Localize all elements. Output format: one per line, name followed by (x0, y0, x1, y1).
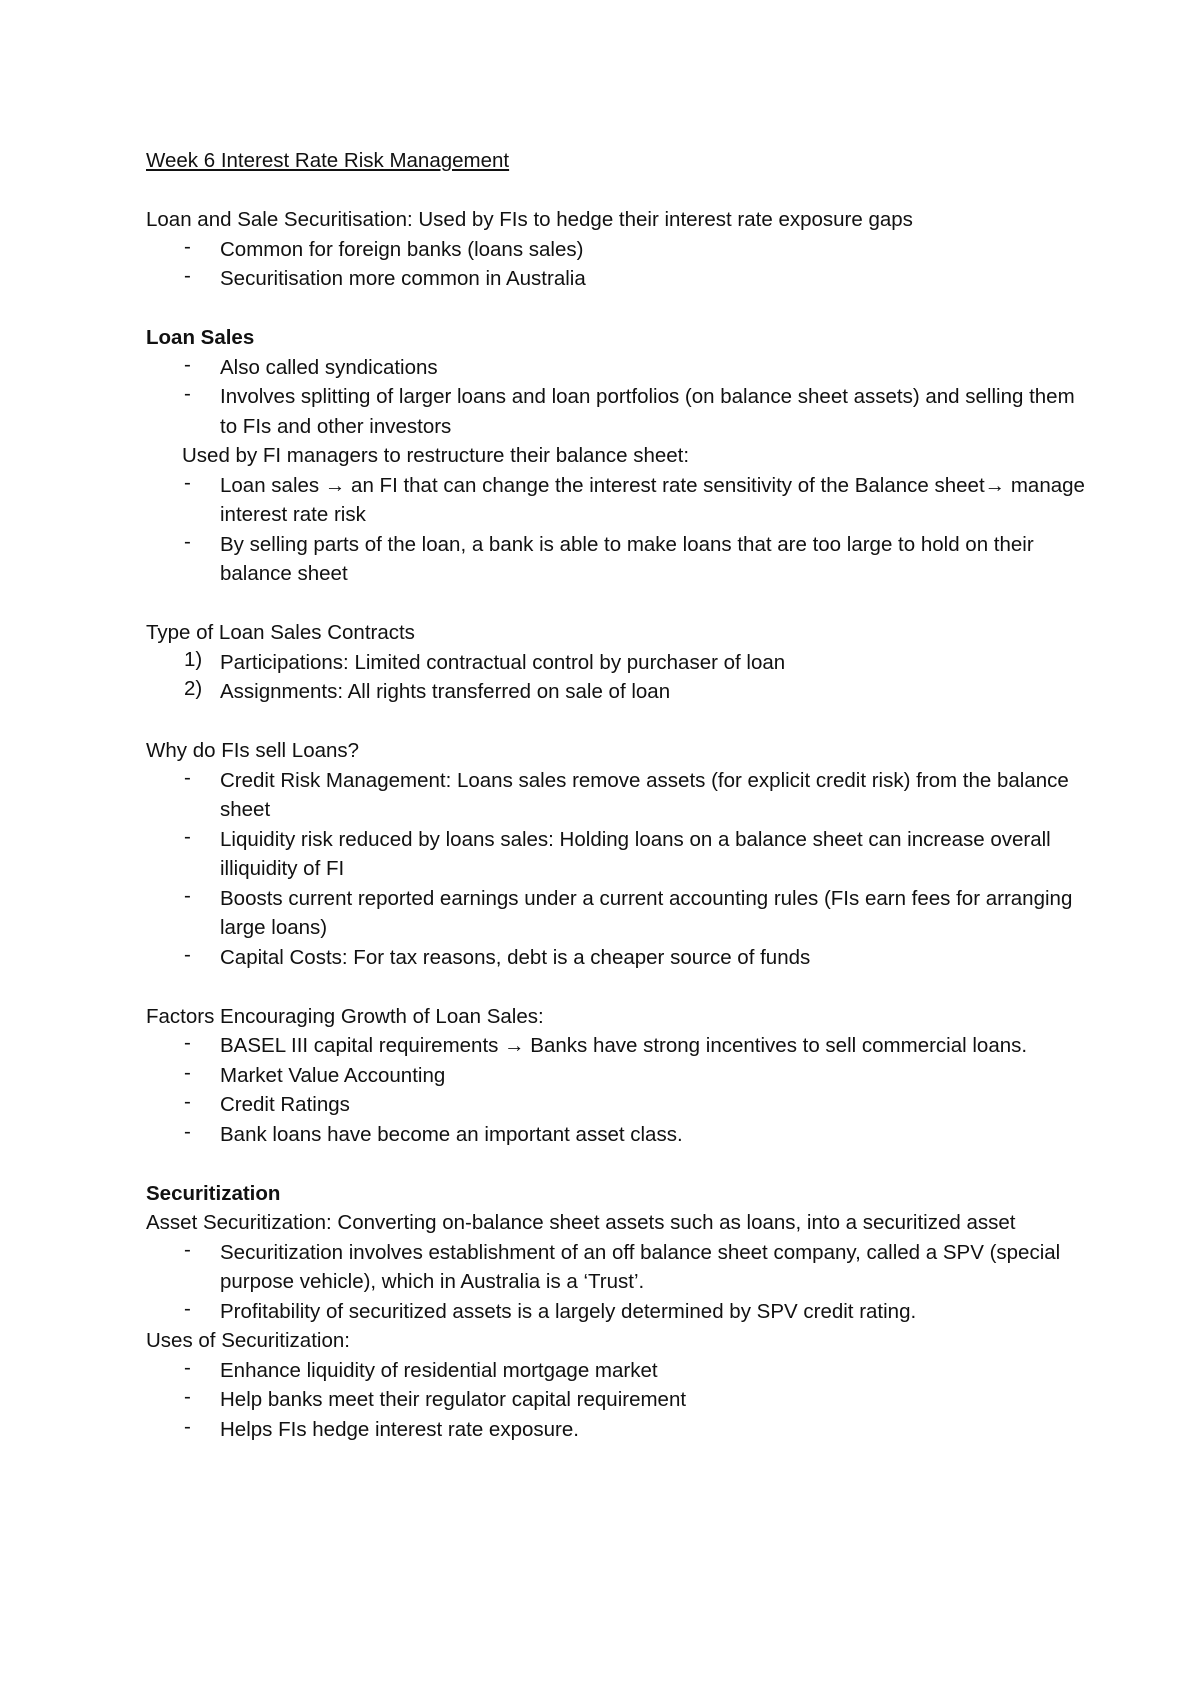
list-item-text: Securitization involves establishment of an off balance sheet company, called a SPV (special purpose vehicle), which in Australia is a ‘Trust’. (220, 1240, 1061, 1293)
bullet-marker: - (184, 1031, 191, 1054)
list-item-text: Liquidity risk reduced by loans sales: Holding loans on a balance sheet can increase overall illiquidity of FI (220, 827, 1051, 880)
spacer (146, 972, 1086, 1002)
list-item-text: Profitability of securitized assets is a largely determined by SPV credit rating. (220, 1299, 917, 1323)
bullet-marker: - (184, 1414, 191, 1438)
list-item-text: Capital Costs: For tax reasons, debt is a cheaper source of funds (220, 945, 811, 969)
bullet-marker: - (184, 1385, 191, 1408)
bullet-marker: - (184, 264, 191, 287)
bullet-marker: - (184, 234, 191, 258)
list-item (146, 264, 1086, 294)
section-heading-contracts: Type of Loan Sales Contracts (146, 621, 415, 644)
list-item-text: Also called syndications (220, 355, 438, 379)
list-item (146, 1061, 1086, 1091)
bullet-marker: - (184, 1296, 191, 1320)
number-marker: 2) (184, 677, 203, 700)
bullet-marker: - (184, 1090, 191, 1113)
list-item (146, 1415, 1086, 1445)
section-heading-securitization: Securitization (146, 1181, 281, 1205)
bullet-marker: - (184, 1237, 191, 1261)
list-item (146, 1297, 1086, 1327)
sub-intro-text: Used by FI managers to restructure their balance sheet: (182, 444, 690, 467)
bullet-marker: - (184, 1119, 191, 1143)
list-item-text: Involves splitting of larger loans and loan portfolios (on balance sheet assets) and selling them to FIs and other investors (220, 385, 1075, 438)
list-item (146, 1120, 1086, 1150)
list-item (146, 235, 1086, 265)
list-item-text: Helps FIs hedge interest rate exposure. (220, 1417, 579, 1441)
spacer (146, 1149, 1086, 1179)
list-item (146, 353, 1086, 383)
bullet-marker: - (184, 382, 191, 405)
list-item (146, 382, 1086, 441)
number-marker: 1) (184, 647, 203, 671)
numbered-item (146, 648, 1086, 678)
numbered-item-text: Assignments: All rights transferred on sale of loan (220, 680, 671, 703)
list-item-text: Market Value Accounting (220, 1063, 446, 1087)
numbered-item-text: Participations: Limited contractual control by purchaser of loan (220, 650, 786, 674)
definition-text: Asset Securitization: Converting on-balance sheet assets such as loans, into a securitized asset (146, 1211, 1016, 1234)
list-item (146, 825, 1086, 884)
list-item (146, 1238, 1086, 1297)
list-item-text: BASEL III capital requirements → Banks have strong incentives to sell commercial loans. (220, 1034, 1028, 1057)
list-item-text: Help banks meet their regulator capital requirement (220, 1388, 687, 1411)
list-item (146, 884, 1086, 943)
list-item (146, 1031, 1086, 1061)
bullet-marker: - (184, 824, 191, 848)
bullet-marker: - (184, 352, 191, 376)
bullet-marker: - (184, 942, 191, 966)
list-item (146, 766, 1086, 825)
list-item-text: Loan sales → an FI that can change the interest rate sensitivity of the Balance sheet→ manage interest rate risk (220, 473, 1085, 526)
bullet-marker: - (184, 1355, 191, 1379)
spacer (146, 707, 1086, 737)
section-heading-factors: Factors Encouraging Growth of Loan Sales: (146, 1004, 544, 1028)
page-title: Week 6 Interest Rate Risk Management (146, 149, 510, 172)
list-item-text: Bank loans have become an important asset class. (220, 1122, 683, 1146)
list-item (146, 1385, 1086, 1415)
list-item-text: Enhance liquidity of residential mortgage market (220, 1358, 658, 1382)
spacer (146, 589, 1086, 619)
list-item-text: Boosts current reported earnings under a current accounting rules (FIs earn fees for arranging large loans) (220, 886, 1073, 939)
list-item-text: Common for foreign banks (loans sales) (220, 237, 584, 261)
intro-text: Loan and Sale Securitisation: Used by FIs to hedge their interest rate exposure gaps (146, 208, 913, 231)
numbered-item (146, 677, 1086, 707)
list-item-text: Credit Risk Management: Loans sales remove assets (for explicit credit risk) from the balance sheet (220, 768, 1069, 821)
list-item-text: Credit Ratings (220, 1093, 350, 1116)
spacer (146, 294, 1086, 324)
bullet-marker: - (184, 529, 191, 553)
list-item (146, 1090, 1086, 1120)
bullet-marker: - (184, 1060, 191, 1084)
list-item-text: By selling parts of the loan, a bank is able to make loans that are too large to hold on their balance sheet (220, 532, 1034, 585)
list-item (146, 471, 1086, 530)
spacer (146, 176, 1086, 206)
list-item (146, 943, 1086, 973)
bullet-marker: - (184, 470, 191, 494)
list-item (146, 530, 1086, 589)
bullet-marker: - (184, 765, 191, 789)
uses-heading: Uses of Securitization: (146, 1329, 350, 1352)
bullet-marker: - (184, 883, 191, 907)
list-item-text: Securitisation more common in Australia (220, 267, 586, 290)
document-content (146, 146, 1086, 1444)
section-heading-why: Why do FIs sell Loans? (146, 739, 360, 762)
section-heading-loan-sales: Loan Sales (146, 326, 255, 349)
list-item (146, 1356, 1086, 1386)
